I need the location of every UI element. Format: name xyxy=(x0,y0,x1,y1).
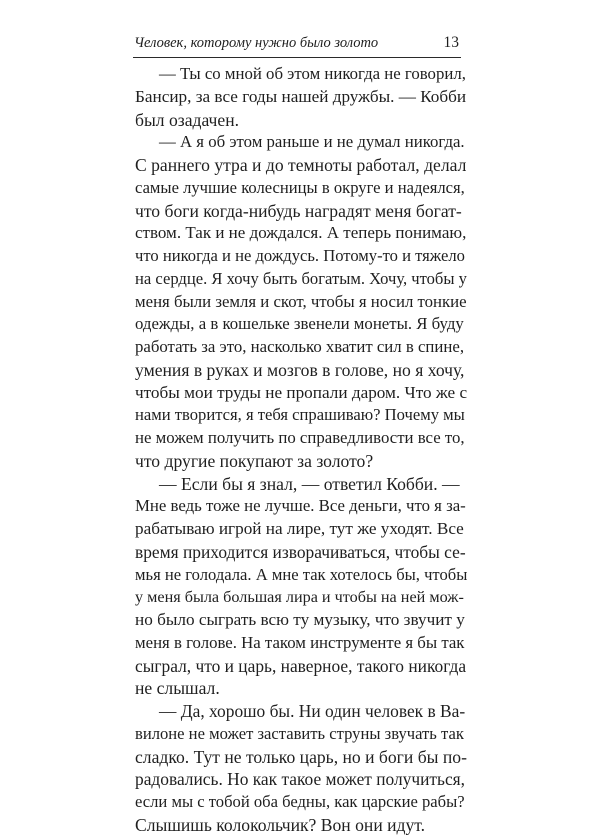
running-title: Человек, которому нужно было золото xyxy=(134,35,379,51)
text-line: чтобы мои труды не пропали даром. Что же с xyxy=(135,382,468,402)
text-line: сыграл, что и царь, наверное, такого никогда xyxy=(135,655,467,676)
text-line: вилоне не может заставить струны звучать так xyxy=(135,723,464,743)
text-line: не слышал. xyxy=(135,678,220,699)
text-line: нами творится, я тебя спрашиваю? Почему мы xyxy=(135,405,465,425)
text-line: — Если бы я знал, — ответил Кобби. — xyxy=(159,473,460,494)
text-line: Бансир, за все годы нашей дружбы. — Кобби xyxy=(135,86,467,106)
running-header xyxy=(133,34,461,54)
body-text xyxy=(135,63,467,837)
text-line: если мы с тобой оба бедны, как царские рабы? xyxy=(135,792,465,811)
text-line: — Да, хорошо бы. Ни один человек в Ва- xyxy=(159,701,466,721)
text-line: работать за это, насколько хватит сил в спине, xyxy=(135,337,465,356)
header-rule xyxy=(133,57,461,58)
text-line: что боги когда-нибудь наградят меня богат- xyxy=(135,200,462,221)
text-line: что никогда и не дождусь. Потому-то и тяжело xyxy=(135,246,465,265)
text-line: у меня была большая лира и чтобы на ней мож- xyxy=(135,588,464,607)
text-line: меня в голове. На таком инструменте я бы так xyxy=(135,632,465,652)
text-line: рабатываю игрой на лире, тут же уходят. Все xyxy=(135,519,464,538)
text-line: сладко. Тут не только царь, но и боги бы по- xyxy=(135,746,467,767)
text-line: но было сыграть всю ту музыку, что звучит у xyxy=(135,610,465,629)
text-line: мья не голодала. А мне так хотелось бы, чтобы xyxy=(135,564,468,584)
text-line: был озадачен. xyxy=(135,109,240,130)
text-line: радовались. Но как такое может получиться, xyxy=(135,769,466,790)
text-line: самые лучшие колесницы в округе и надеялся, xyxy=(135,177,465,197)
text-line: одежды, а в кошельке звенели монеты. Я буду xyxy=(135,314,464,334)
text-line: Слышишь колокольчик? Вон они идут. xyxy=(135,814,426,835)
text-line: Мне ведь тоже не лучше. Все деньги, что я за- xyxy=(135,496,466,516)
text-line: что другие покупают за золото? xyxy=(135,450,374,471)
text-line: на сердце. Я хочу быть богатым. Хочу, чтобы у xyxy=(135,268,467,288)
text-line: — А я об этом раньше и не думал никогда. xyxy=(159,132,465,152)
page-number: 13 xyxy=(443,34,459,51)
text-line: С раннего утра и до темноты работал, делал xyxy=(135,155,467,175)
text-line: время приходится изворачиваться, чтобы се- xyxy=(135,541,466,562)
text-line: умения в руках и мозгов в голове, но я хочу, xyxy=(135,359,465,380)
text-line: ством. Так и не дождался. А теперь понимаю, xyxy=(135,223,467,243)
text-line: — Ты со мной об этом никогда не говорил, xyxy=(159,64,466,83)
text-line: не можем получить по справедливости все то, xyxy=(135,428,465,447)
text-line: меня были земля и скот, чтобы я носил тонкие xyxy=(135,291,467,311)
